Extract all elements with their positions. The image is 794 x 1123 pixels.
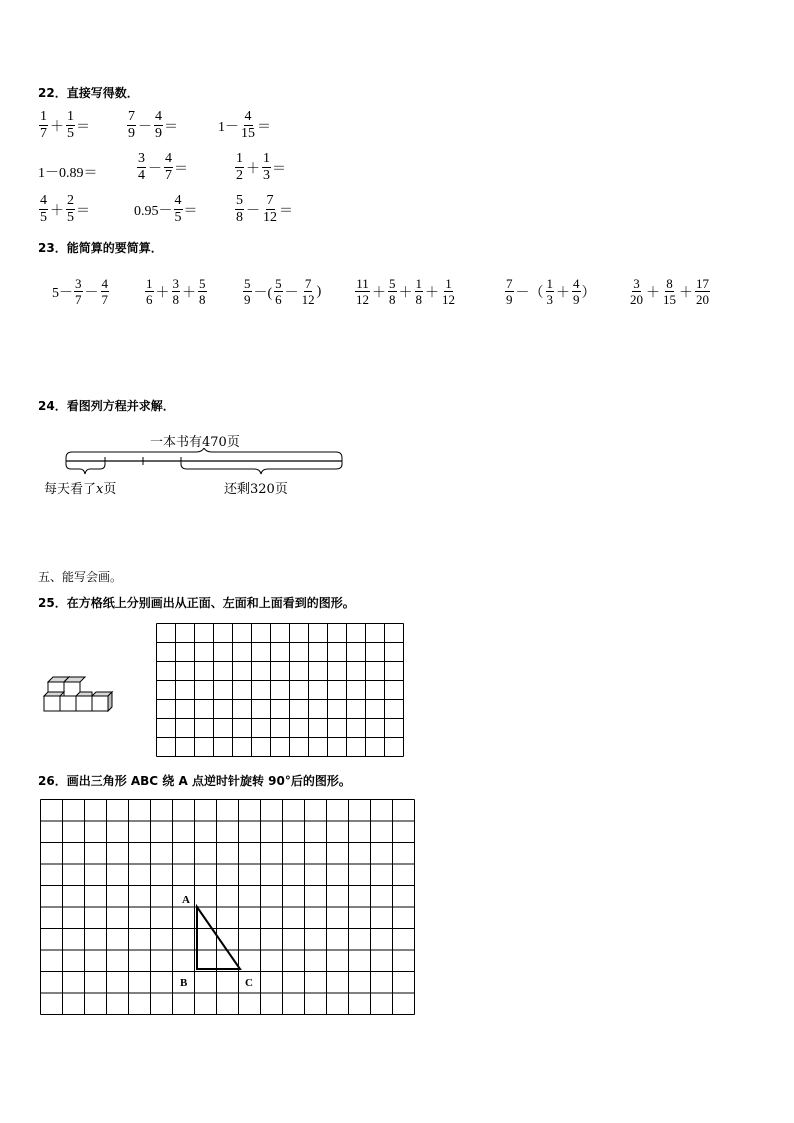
fraction: $\frac{8}{15}$ — [663, 276, 676, 307]
fraction: $\frac{1}{3}$ — [263, 151, 270, 183]
fraction: $\frac{1}{2}$ — [236, 151, 243, 183]
cube-front-face — [44, 696, 60, 711]
fraction: $\frac{4}{9}$ — [155, 109, 162, 141]
fraction: $\frac{3}{8}$ — [172, 276, 179, 307]
daily-pages-label: 每天看了x页 — [44, 482, 117, 497]
remaining-brace — [181, 464, 342, 474]
cube-front-face — [76, 696, 92, 711]
fraction: $\frac{7}{12}$ — [301, 276, 315, 307]
q22-item-7: $\frac{4}{5}$ ＋ $\frac{2}{5}$ ＝ — [40, 193, 90, 225]
view-drawing-grid[interactable] — [156, 623, 404, 757]
fraction: $\frac{4}{7}$ — [101, 276, 108, 307]
point-b-label: B — [180, 977, 188, 989]
q22-item-8: 0.95－ $\frac{4}{5}$ ＝ — [134, 193, 198, 225]
fraction: $\frac{1}{6}$ — [146, 276, 153, 307]
q23-expression-3: $\frac{5}{9}$ －( $\frac{5}{6}$ － $\frac{7}{12}$ ) — [244, 276, 322, 307]
rotation-grid[interactable] — [40, 799, 418, 1015]
q23-title: 23．能简算的要简算． — [38, 241, 163, 255]
fraction: $\frac{5}{6}$ — [275, 276, 282, 307]
fraction: $\frac{17}{20}$ — [696, 276, 709, 307]
fraction: $\frac{5}{9}$ — [244, 276, 251, 307]
fraction: $\frac{4}{7}$ — [165, 151, 172, 183]
section-title: 五、能写会画。 — [38, 570, 123, 584]
fraction: $\frac{1}{8}$ — [415, 276, 422, 307]
fraction: $\frac{5}{8}$ — [236, 193, 243, 225]
q22-item-2: $\frac{7}{9}$ － $\frac{4}{9}$ ＝ — [128, 109, 178, 141]
book-total-label: 一本书有470页 — [150, 435, 240, 450]
cube-front-face — [92, 696, 108, 711]
fraction: $\frac{7}{12}$ — [263, 193, 277, 225]
fraction: $\frac{4}{9}$ — [573, 276, 580, 307]
fraction: $\frac{2}{5}$ — [67, 193, 74, 225]
fraction: $\frac{5}{8}$ — [199, 276, 206, 307]
q22-item-4: 1－0.89＝ — [38, 166, 98, 181]
cube-figure — [40, 672, 120, 716]
q23-expression-4: $\frac{11}{12}$ ＋ $\frac{5}{8}$ ＋ $\frac{1}{8}$ ＋ $\frac{1}{12}$ — [356, 276, 455, 307]
fraction: $\frac{7}{9}$ — [506, 276, 513, 307]
q22-title: 22．直接写得数． — [38, 86, 139, 100]
q25-title: 25．在方格纸上分别画出从正面、左面和上面看到的图形。 — [38, 596, 355, 610]
day-brace — [66, 464, 105, 474]
fraction: $\frac{4}{5}$ — [40, 193, 47, 225]
q23-expression-2: $\frac{1}{6}$ ＋ $\frac{3}{8}$ ＋ $\frac{5}{8}$ — [146, 276, 206, 307]
cube-side-face — [108, 692, 112, 711]
fraction: $\frac{3}{7}$ — [75, 276, 82, 307]
q22-item-3: 1－ $\frac{4}{15}$ ＝ — [218, 109, 271, 141]
q23-expression-6: $\frac{3}{20}$ ＋ $\frac{8}{15}$ ＋ $\frac{17}{20}$ — [630, 276, 709, 307]
fraction: $\frac{5}{8}$ — [389, 276, 396, 307]
fraction: $\frac{1}{7}$ — [40, 109, 47, 141]
fraction: $\frac{3}{4}$ — [138, 151, 145, 183]
fraction: $\frac{4}{5}$ — [174, 193, 182, 225]
fraction: $\frac{1}{5}$ — [67, 109, 74, 141]
q23-expression-1: 5－ $\frac{3}{7}$ － $\frac{4}{7}$ — [52, 276, 108, 307]
point-c-label: C — [245, 977, 253, 989]
fraction: $\frac{1}{3}$ — [546, 276, 553, 307]
top-brace — [66, 448, 342, 458]
cube-front-face — [60, 696, 76, 711]
cube-top-face — [44, 692, 64, 696]
q22-item-9: $\frac{5}{8}$ － $\frac{7}{12}$ ＝ — [236, 193, 293, 225]
fraction: $\frac{11}{12}$ — [356, 276, 369, 307]
q24-title: 24．看图列方程并求解． — [38, 399, 175, 413]
q22-item-6: $\frac{1}{2}$ ＋ $\frac{1}{3}$ ＝ — [236, 151, 286, 183]
q26-title: 26．画出三角形 ABC 绕 A 点逆时针旋转 90°后的图形。 — [38, 774, 351, 788]
fraction: $\frac{7}{9}$ — [128, 109, 135, 141]
grid-lines — [157, 624, 404, 757]
point-a-label: A — [182, 894, 190, 906]
fraction: $\frac{1}{12}$ — [442, 276, 455, 307]
q22-item-1: $\frac{1}{7}$ ＋ $\frac{1}{5}$ ＝ — [40, 109, 90, 141]
remaining-pages-label: 还剩320页 — [224, 482, 288, 497]
q23-expression-5: $\frac{7}{9}$ －（ $\frac{1}{3}$ ＋ $\frac{4}{9}$ ） — [506, 276, 596, 307]
triangle-abc — [197, 907, 240, 969]
grid-lines — [41, 800, 415, 1015]
fraction: $\frac{3}{20}$ — [630, 276, 643, 307]
q22-item-5: $\frac{3}{4}$ － $\frac{4}{7}$ ＝ — [138, 151, 188, 183]
line-segment-diagram — [58, 448, 350, 476]
fraction: $\frac{4}{15}$ — [241, 109, 255, 141]
